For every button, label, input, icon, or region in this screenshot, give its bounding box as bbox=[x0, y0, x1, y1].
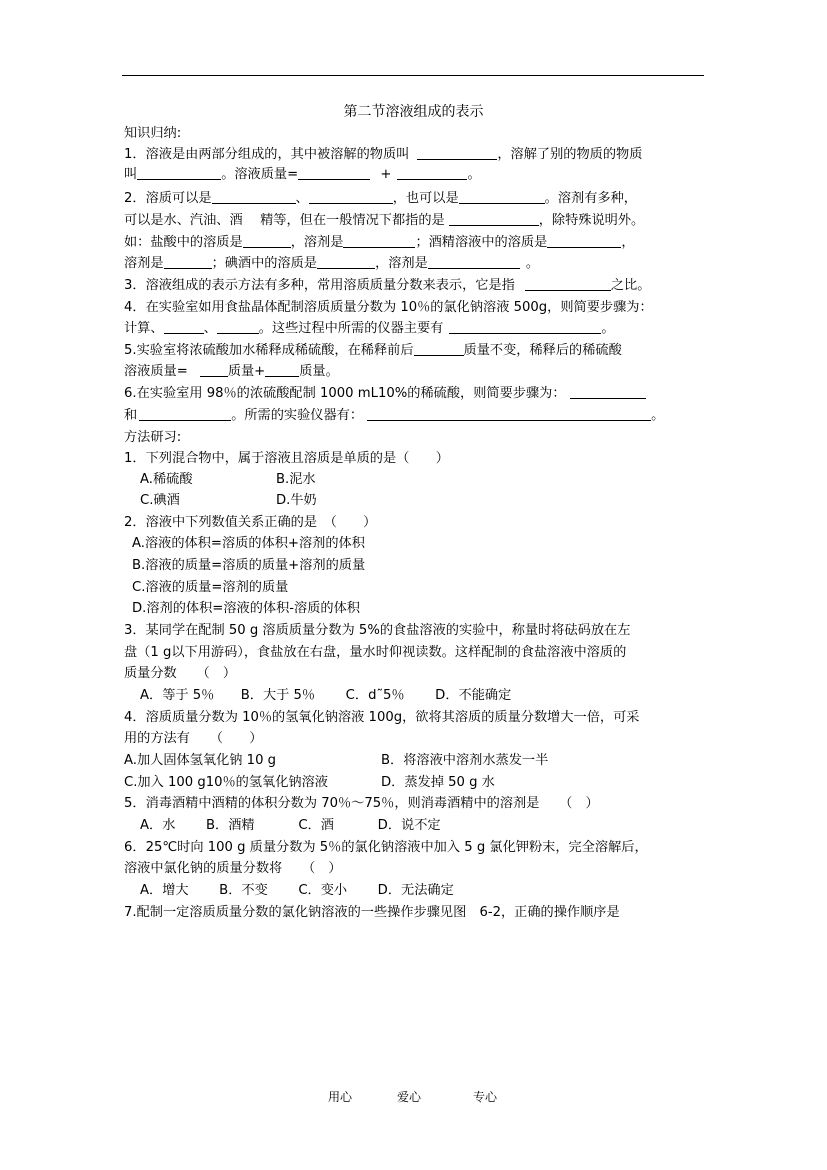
knowledge-q4-line2: 计算、 、 。这些过程中所需的仪器主要有 。 bbox=[124, 321, 615, 336]
knowledge-q2-line4: 溶剂是 ；碘酒中的溶质是 ，溶剂是 。 bbox=[124, 256, 539, 271]
method-q3-line3: 质量分数 （ ） bbox=[124, 666, 237, 681]
method-q4-option-c: C.加入 100 g10％的氢氧化钠溶液 bbox=[124, 775, 328, 790]
footer-left: 用心 bbox=[328, 1090, 353, 1104]
method-q7: 7.配制一定溶质质量分数的氯化钠溶液的一些操作步骤见图 6-2，正确的操作顺序是 bbox=[124, 905, 620, 920]
method-q1-option-b: B.泥水 bbox=[276, 472, 316, 487]
method-q4-option-a: A.加人固体氢氧化钠 10 g bbox=[124, 753, 277, 768]
section-methods: 方法研习: bbox=[124, 430, 182, 445]
knowledge-q4-line1: 4．在实验室如用食盐晶体配制溶质质量分数为 10％的氯化钠溶液 500g，则简要步骤为： bbox=[124, 300, 653, 315]
page-title: 第二节溶液组成的表示 bbox=[343, 104, 484, 120]
header-rule bbox=[122, 75, 704, 76]
method-q3-options: A．等于 5％ B．大于 5％ C．d˜5％ D．不能确定 bbox=[140, 688, 512, 703]
method-q4-option-b: B．将溶液中溶剂水蒸发一半 bbox=[381, 753, 549, 768]
method-q3-line2: 盘（1 g以下用游码），食盐放在右盘，量水时仰视读数。这样配制的食盐溶液中溶质的 bbox=[124, 645, 627, 660]
knowledge-q2-line2: 可以是水、汽油、酒 精等，但在一般情况下都指的是 ，除特殊说明外。 bbox=[124, 213, 645, 228]
method-q6-line2: 溶液中氯化钠的质量分数将 （ ） bbox=[124, 861, 342, 876]
section-knowledge: 知识归纳: bbox=[124, 126, 182, 141]
method-q4-option-d: D．蒸发掉 50 g 水 bbox=[381, 775, 495, 790]
footer-mid: 爱心 bbox=[397, 1090, 422, 1104]
method-q5-options: A．水 B．酒精 C．酒 D．说不定 bbox=[140, 818, 441, 833]
method-q3-line1: 3．某同学在配制 50 g 溶质质量分数为 5%的食盐溶液的实验中，称量时将砝码放在左 bbox=[124, 623, 631, 638]
footer-right: 专心 bbox=[473, 1090, 498, 1104]
knowledge-q1-line2: 叫 。溶液质量= + 。 bbox=[124, 167, 481, 182]
knowledge-q5-line1: 5.实验室将浓硫酸加水稀释成稀硫酸，在稀释前后 质量不变，稀释后的稀硫酸 bbox=[124, 343, 622, 358]
knowledge-q3: 3．溶液组成的表示方法有多种，常用溶质质量分数来表示，它是指 之比。 bbox=[124, 278, 651, 293]
method-q1-option-d: D.牛奶 bbox=[276, 493, 317, 508]
method-q2-option-b: B.溶液的质量=溶质的质量+溶剂的质量 bbox=[132, 558, 366, 573]
knowledge-q5-line2: 溶液质量= 质量+ 质量。 bbox=[124, 364, 339, 379]
method-q6-options: A．增大 B．不变 C．变小 D．无法确定 bbox=[140, 883, 454, 898]
knowledge-q2-line3: 如：盐酸中的溶质是 ，溶剂是 ；酒精溶液中的溶质是 ， bbox=[124, 235, 635, 250]
method-q2: 2．溶液中下列数值关系正确的是 （ ） bbox=[124, 515, 377, 530]
method-q2-option-a: A.溶液的体积=溶质的体积+溶剂的体积 bbox=[132, 536, 365, 551]
method-q2-option-d: D.溶剂的体积=溶液的体积-溶质的体积 bbox=[132, 601, 360, 616]
knowledge-q1-line1: 1．溶液是由两部分组成的，其中被溶解的物质叫 ，溶解了别的物质的物质 bbox=[124, 147, 643, 162]
knowledge-q6-line1: 6.在实验室用 98％的浓硫酸配制 1000 mL10%的稀硫酸，则简要步骤为： bbox=[124, 384, 706, 404]
method-q2-option-c: C.溶液的质量=溶剂的质量 bbox=[132, 580, 289, 595]
method-q4-line1: 4．溶质质量分数为 10％的氢氧化钠溶液 100g，欲将其溶质的质量分数增大一倍，可采 bbox=[124, 710, 640, 725]
method-q1: 1．下列混合物中，属于溶液且溶质是单质的是（ ） bbox=[124, 451, 449, 466]
method-q1-option-a: A.稀硫酸 bbox=[140, 472, 193, 487]
method-q1-option-c: C.碘酒 bbox=[140, 493, 180, 508]
method-q5: 5．消毒酒精中酒精的体积分数为 70％～75％，则消毒酒精中的溶剂是 （ ） bbox=[124, 796, 599, 811]
knowledge-q6-line2: 和 。所需的实验仪器有： 。 bbox=[124, 408, 665, 423]
knowledge-q2-line1: 2．溶质可以是 、 ，也可以是 。溶剂有多种， bbox=[124, 191, 637, 206]
method-q6-line1: 6．25℃时向 100 g 质量分数为 5％的氯化钠溶液中加入 5 g 氯化钾粉末，完全溶解后， bbox=[124, 840, 648, 855]
method-q4-line2: 用的方法有 （ ） bbox=[124, 731, 263, 746]
